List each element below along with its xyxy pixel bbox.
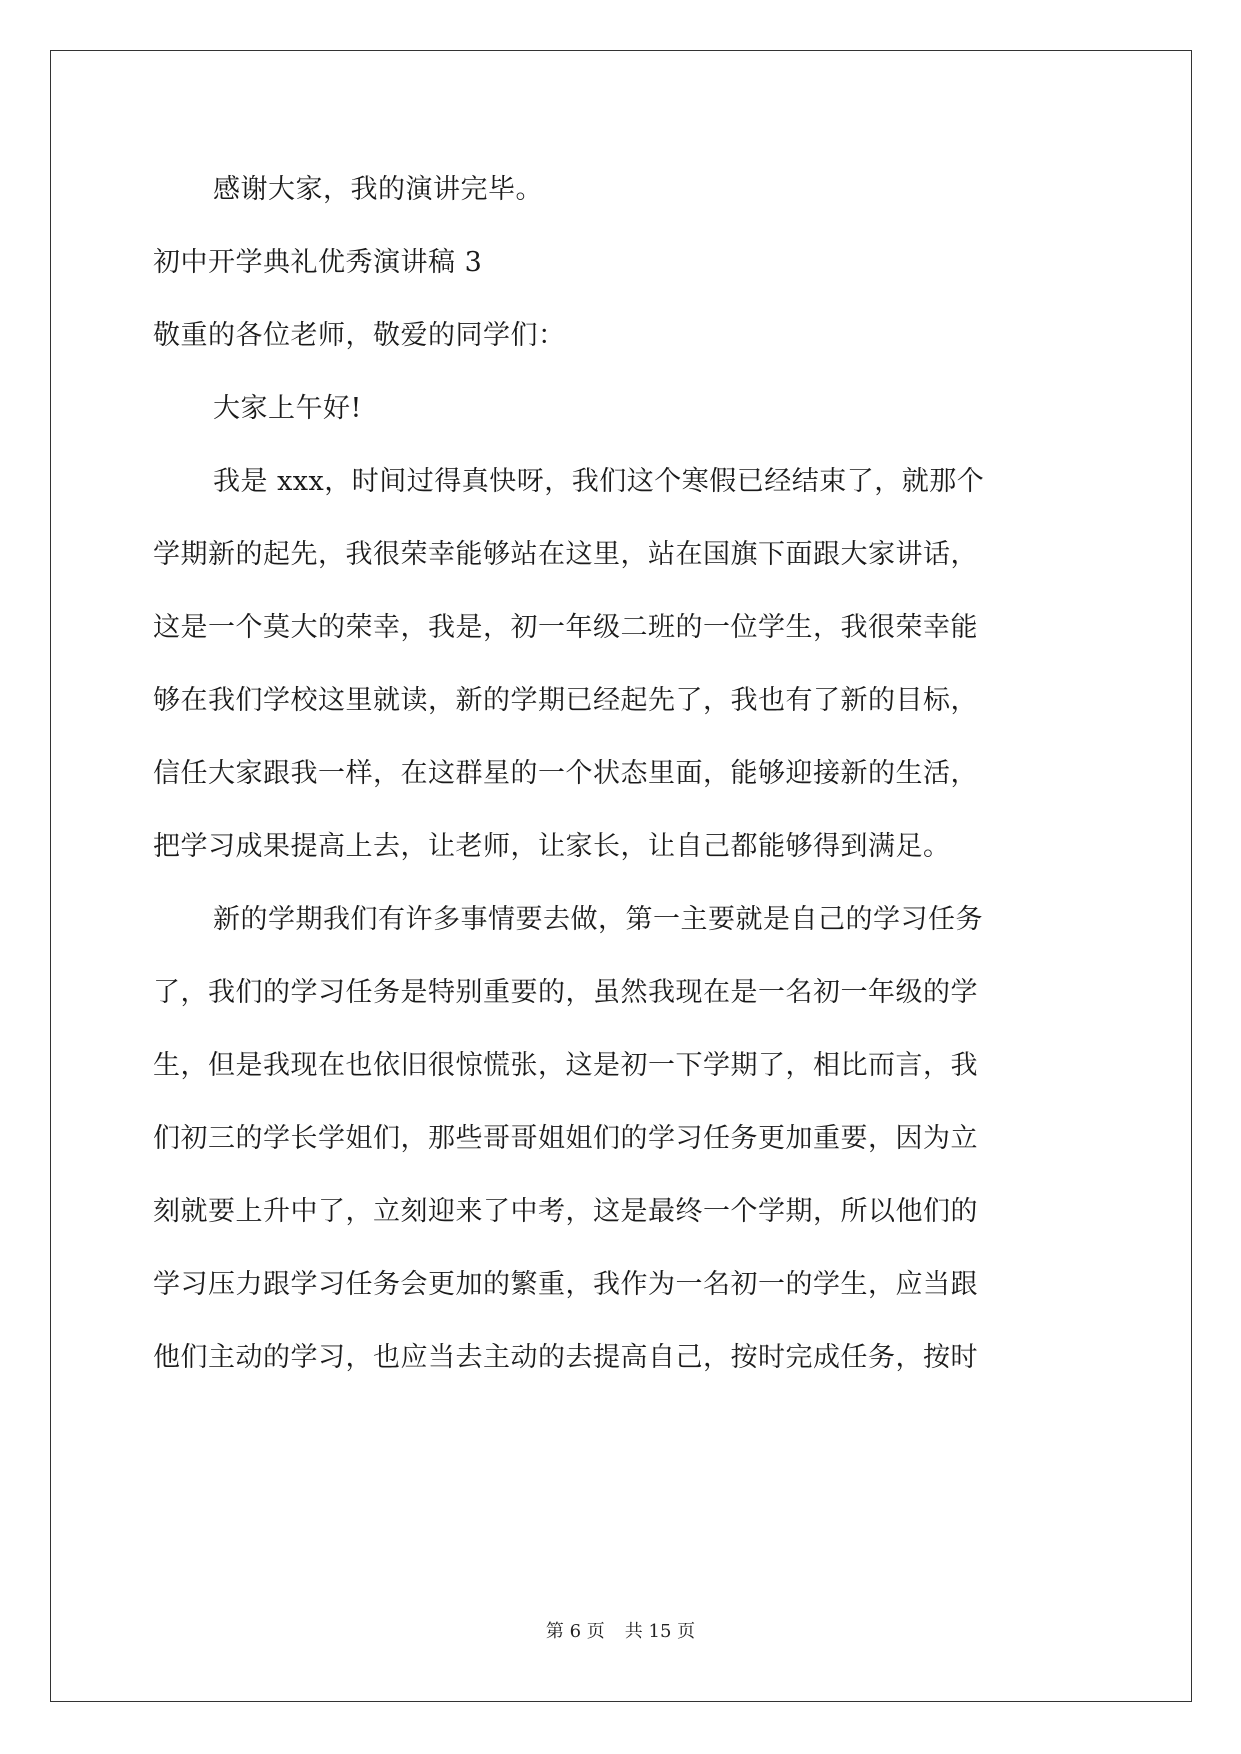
page-footer [0, 1620, 1241, 1644]
paragraph-line: 他们主动的学习，也应当去主动的去提高自己，按时完成任务，按时 [153, 1342, 978, 1373]
page-total: 共 15 页 [624, 1621, 696, 1642]
paragraph-line: 学习压力跟学习任务会更加的繁重，我作为一名初一的学生，应当跟 [153, 1269, 978, 1300]
paragraph-line: 了，我们的学习任务是特别重要的，虽然我现在是一名初一年级的学 [153, 977, 978, 1008]
paragraph-line: 感谢大家，我的演讲完毕。 [213, 174, 543, 205]
paragraph-line: 刻就要上升中了，立刻迎来了中考，这是最终一个学期，所以他们的 [153, 1196, 978, 1227]
section-title: 初中开学典礼优秀演讲稿 3 [153, 247, 483, 278]
paragraph-line: 学期新的起先，我很荣幸能够站在这里，站在国旗下面跟大家讲话， [153, 539, 978, 570]
page-border [50, 50, 1192, 1702]
paragraph-line: 够在我们学校这里就读，新的学期已经起先了，我也有了新的目标， [153, 685, 978, 716]
salutation: 敬重的各位老师，敬爱的同学们： [153, 320, 566, 351]
paragraph-line: 这是一个莫大的荣幸，我是，初一年级二班的一位学生，我很荣幸能 [153, 612, 978, 643]
paragraph-line: 我是 xxx，时间过得真快呀，我们这个寒假已经结束了，就那个 [213, 466, 985, 497]
greeting: 大家上午好! [213, 393, 362, 424]
page-number: 第 6 页 [545, 1621, 605, 1642]
paragraph-line: 们初三的学长学姐们，那些哥哥姐姐们的学习任务更加重要，因为立 [153, 1123, 978, 1154]
paragraph-line: 把学习成果提高上去，让老师，让家长，让自己都能够得到满足。 [153, 831, 951, 862]
paragraph-line: 生，但是我现在也依旧很惊慌张，这是初一下学期了，相比而言，我 [153, 1050, 978, 1081]
paragraph-line: 新的学期我们有许多事情要去做，第一主要就是自己的学习任务 [213, 904, 983, 935]
paragraph-line: 信任大家跟我一样，在这群星的一个状态里面，能够迎接新的生活， [153, 758, 978, 789]
